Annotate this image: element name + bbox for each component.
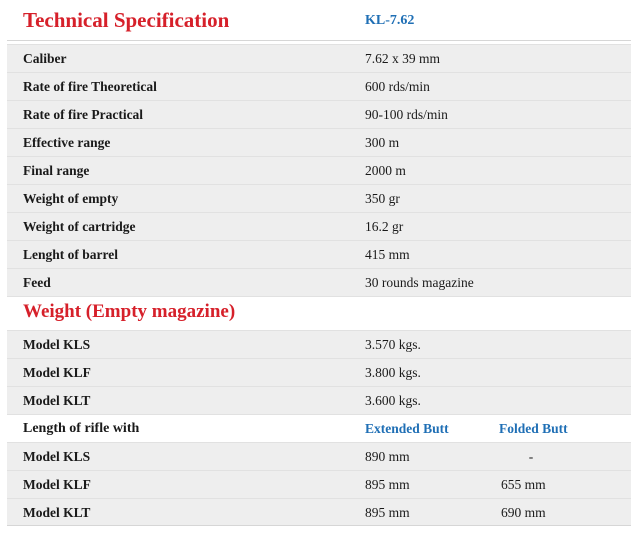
title-row — [7, 0, 631, 41]
length-section-header — [7, 414, 631, 442]
extended-butt-header: Extended Butt — [365, 421, 449, 436]
model-label: Model KLS — [23, 449, 91, 464]
folded-length: - — [528, 449, 534, 464]
folded-length: 690 mm — [501, 505, 546, 520]
weight-value: 3.800 kgs. — [365, 365, 421, 380]
weight-section-header — [7, 296, 631, 330]
spec-label: Rate of fire Practical — [23, 107, 144, 122]
spec-value: 16.2 gr — [365, 219, 404, 234]
spec-table — [7, 44, 631, 526]
spec-label: Caliber — [23, 51, 67, 66]
model-label: Model KLF — [23, 477, 91, 492]
spec-value: 300 m — [365, 135, 400, 150]
spec-value: 2000 m — [365, 163, 406, 178]
table-row — [7, 268, 631, 296]
spec-value: 350 gr — [365, 191, 400, 206]
spec-value: 7.62 x 39 mm — [365, 51, 441, 66]
table-row — [7, 386, 631, 414]
spec-label: Weight of cartridge — [23, 219, 136, 234]
spec-label: Weight of empty — [23, 191, 119, 206]
spec-label: Final range — [23, 163, 90, 178]
length-section-label: Length of rifle with — [23, 421, 140, 436]
spec-value: 90-100 rds/min — [365, 107, 448, 122]
folded-length: 655 mm — [501, 477, 546, 492]
table-row — [7, 72, 631, 100]
extended-length: 895 mm — [365, 505, 410, 520]
spec-label: Rate of fire Theoretical — [23, 79, 157, 94]
table-row — [7, 100, 631, 128]
spec-label: Effective range — [23, 135, 111, 150]
page-title: Technical Specification — [23, 8, 230, 32]
extended-length: 890 mm — [365, 449, 410, 464]
spec-label: Feed — [23, 275, 51, 290]
model-label: Model KLT — [23, 393, 91, 408]
folded-butt-header: Folded Butt — [499, 421, 568, 436]
model-label: Model KLF — [23, 365, 91, 380]
table-row — [7, 212, 631, 240]
model-label: Model KLT — [23, 505, 91, 520]
table-row — [7, 358, 631, 386]
spec-label: Lenght of barrel — [23, 247, 118, 262]
table-row — [7, 330, 631, 358]
table-row — [7, 44, 631, 72]
weight-value: 3.600 kgs. — [365, 393, 421, 408]
table-row — [7, 470, 631, 498]
table-row — [7, 128, 631, 156]
table-row — [7, 184, 631, 212]
spec-value: 415 mm — [365, 247, 410, 262]
table-row — [7, 156, 631, 184]
extended-length: 895 mm — [365, 477, 410, 492]
spec-value: 30 rounds magazine — [365, 275, 474, 290]
spec-value: 600 rds/min — [365, 79, 430, 94]
model-label: Model KLS — [23, 337, 91, 352]
table-row — [7, 498, 631, 526]
weight-value: 3.570 kgs. — [365, 337, 421, 352]
weight-section-title: Weight (Empty magazine) — [23, 301, 236, 322]
model-code: KL-7.62 — [365, 13, 415, 28]
table-row — [7, 240, 631, 268]
table-row — [7, 442, 631, 470]
